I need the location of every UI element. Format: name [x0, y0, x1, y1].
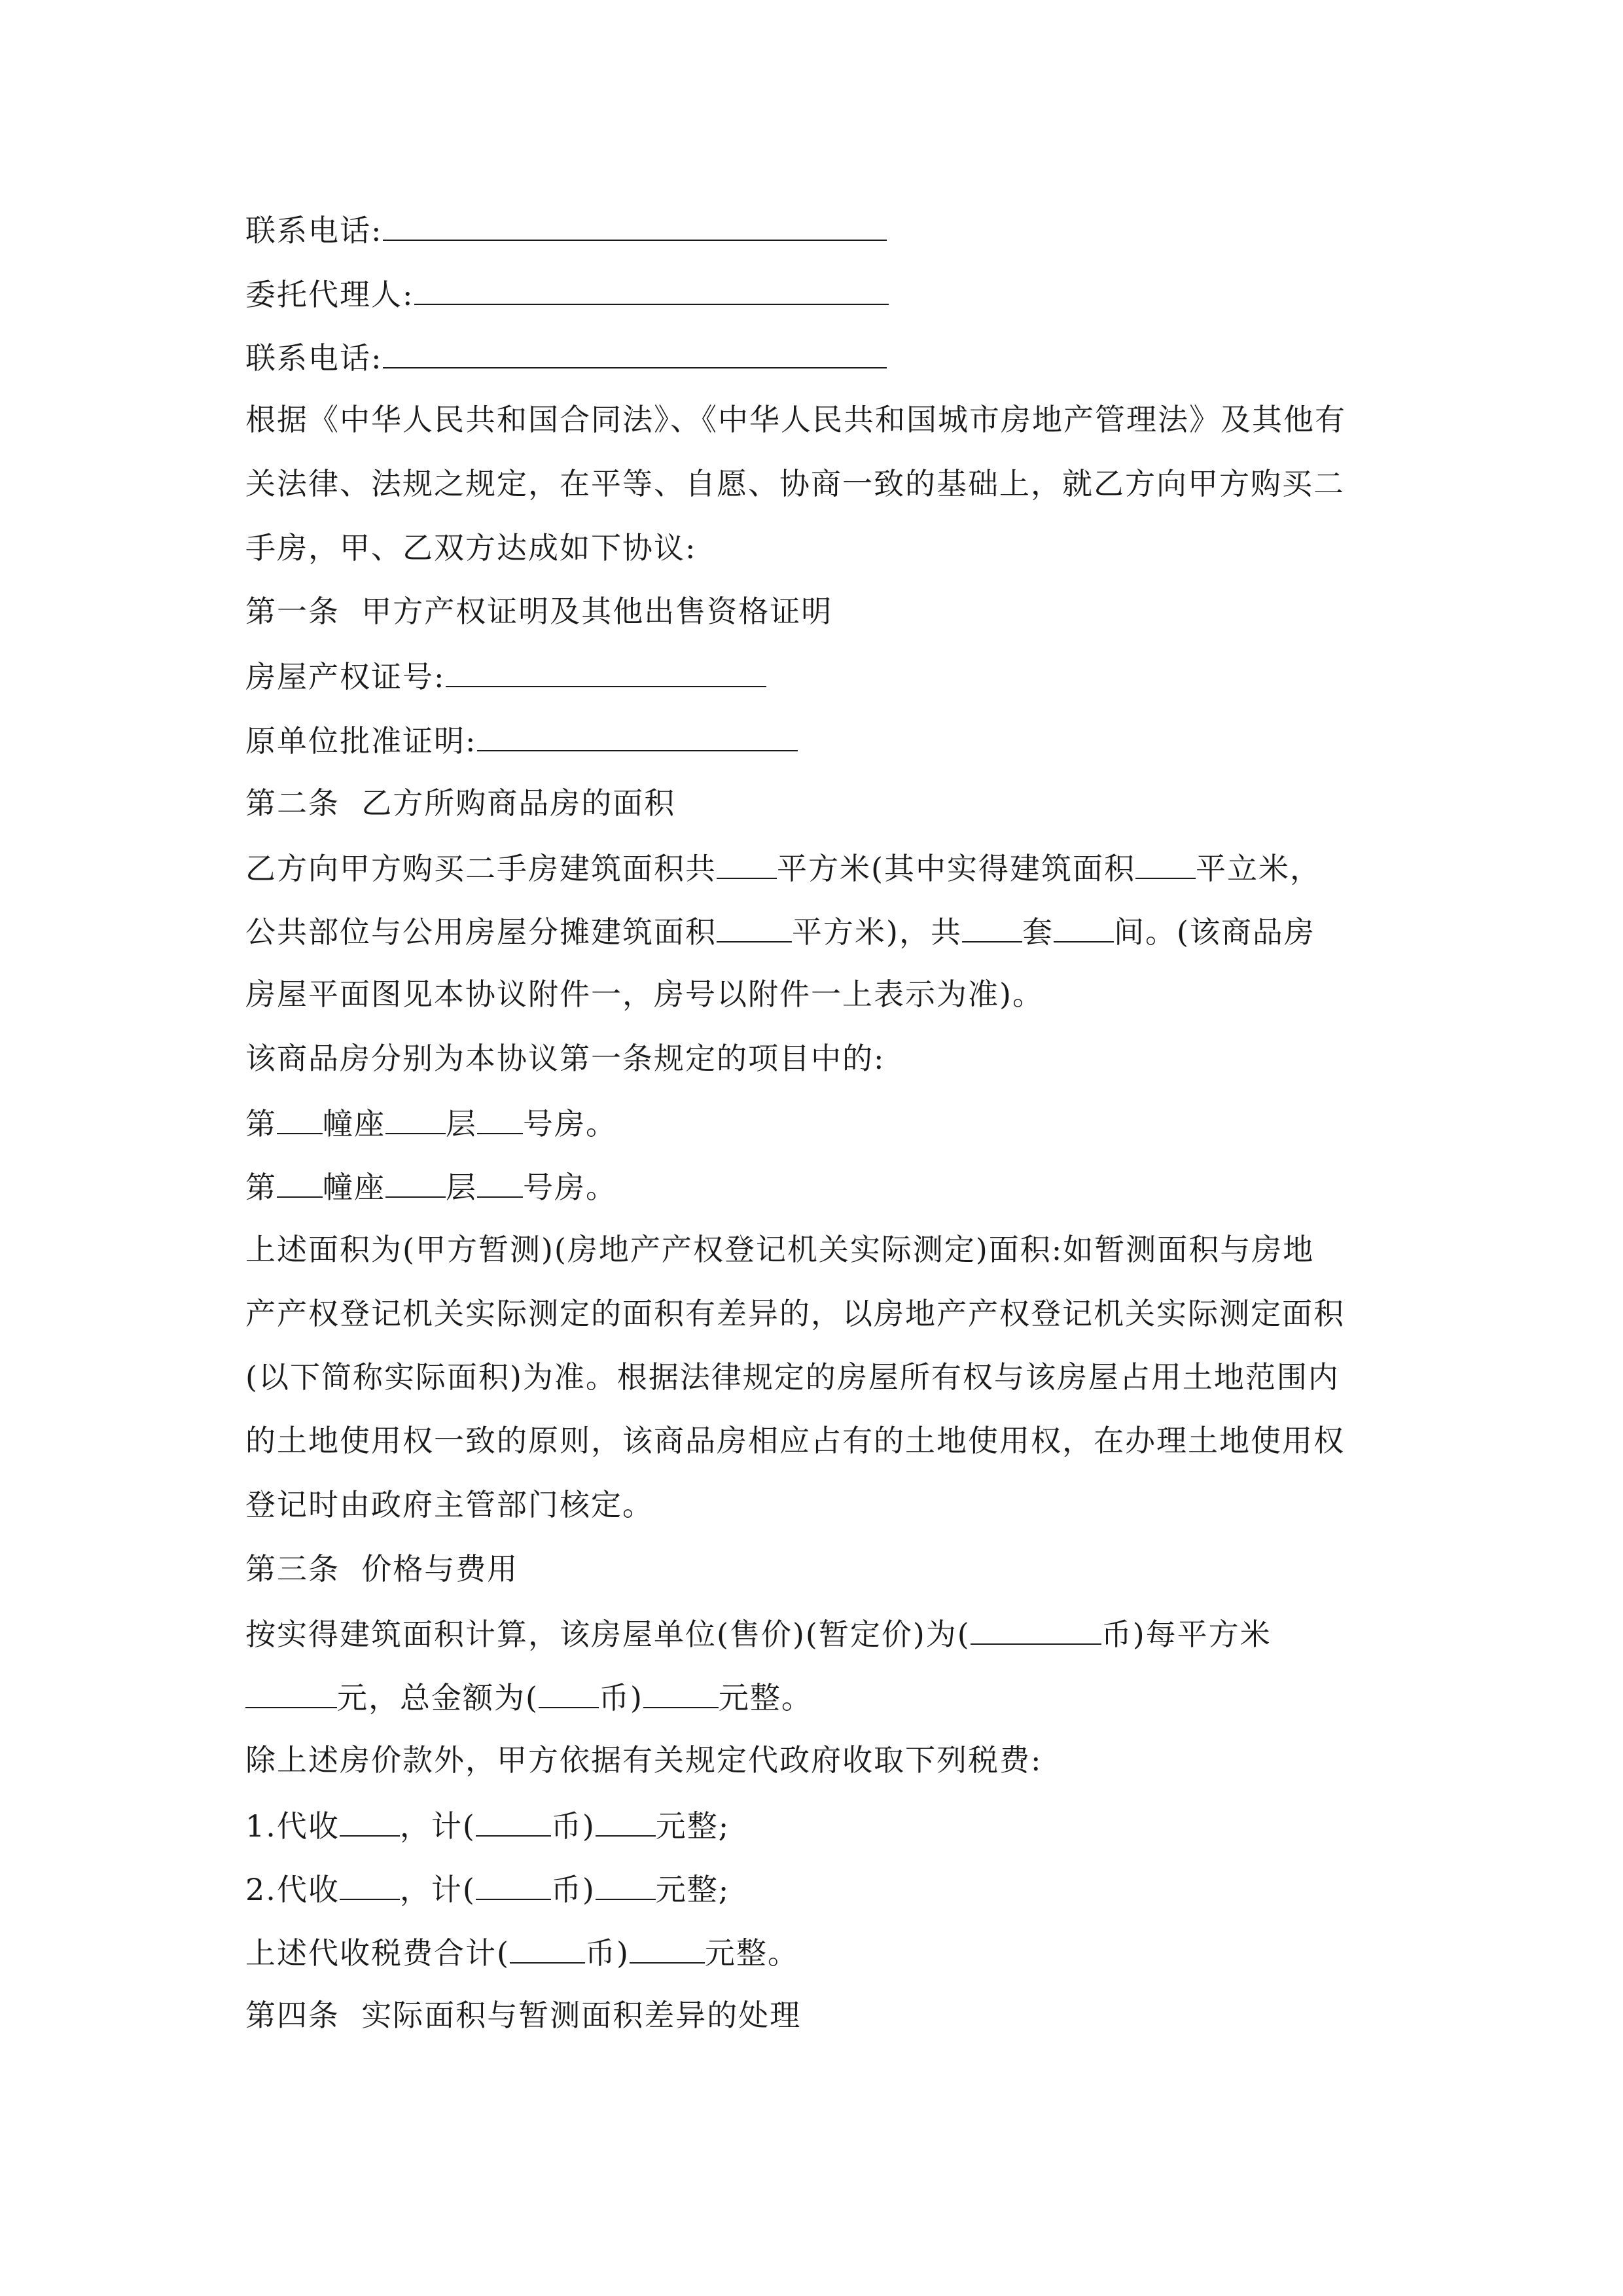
blank: [383, 209, 887, 241]
blank: [385, 1103, 446, 1134]
paragraph-line: 乙方向甲方购买二手房建筑面积共 平方米(其中实得建筑面积 平立米，: [245, 848, 1321, 886]
paragraph-line: 的土地使用权一致的原则，该商品房相应占有的土地使用权，在办理土地使用权: [245, 1423, 1345, 1458]
paragraph-line: 手房，甲、乙双方达成如下协议:: [245, 530, 697, 565]
paragraph-line: 产产权登记机关实际测定的面积有差异的，以房地产产权登记机关实际测定面积: [245, 1296, 1345, 1331]
blank: [596, 1805, 656, 1837]
tax-line: 2.代收 ，计( 币) 元整;: [245, 1869, 730, 1907]
unit-line: 第 幢座 层 号房。: [245, 1103, 617, 1141]
article-heading: 第三条 价格与费用: [245, 1551, 519, 1587]
blank: [971, 1613, 1101, 1645]
blank: [476, 1805, 551, 1837]
unit-line: 第 幢座 层 号房。: [245, 1166, 617, 1204]
paragraph-line: 登记时由政府主管部门核定。: [245, 1487, 654, 1522]
blank: [510, 1932, 585, 1964]
blank: [446, 656, 766, 687]
blank: [476, 1869, 551, 1900]
blank: [385, 1166, 446, 1198]
blank: [277, 1166, 323, 1198]
blank: [340, 1805, 400, 1837]
paragraph-line: 根据《中华人民共和国合同法》、《中华人民共和国城市房地产管理法》及其他有: [245, 402, 1346, 437]
blank: [717, 911, 792, 942]
blank: [1054, 911, 1114, 942]
blank: [717, 848, 777, 879]
blank: [630, 1932, 705, 1964]
paragraph-line: 元，总金额为( 币) 元整。: [245, 1677, 813, 1715]
blank: [340, 1869, 400, 1900]
article-heading: 第二条 乙方所购商品房的面积: [245, 785, 676, 821]
blank: [477, 1166, 523, 1198]
blank: [477, 1103, 523, 1134]
paragraph-line: 该商品房分别为本协议第一条规定的项目中的:: [245, 1041, 885, 1076]
tax-total-line: 上述代收税费合计( 币) 元整。: [245, 1932, 799, 1970]
paragraph-line: 按实得建筑面积计算，该房屋单位(售价)(暂定价)为( 币)每平方米: [245, 1613, 1272, 1651]
contact-phone-line: 联系电话:: [245, 337, 887, 375]
paragraph-line: 关法律、法规之规定，在平等、自愿、协商一致的基础上，就乙方向甲方购买二: [245, 466, 1345, 501]
blank: [245, 1677, 337, 1708]
paragraph-line: 房屋平面图见本协议附件一，房号以附件一上表示为准)。: [245, 977, 1044, 1012]
article-heading: 第一条 甲方产权证明及其他出售资格证明: [245, 594, 833, 629]
blank: [596, 1869, 656, 1900]
paragraph-line: 公共部位与公用房屋分摊建筑面积 平方米)，共 套 间。(该商品房: [245, 911, 1315, 949]
agent-line: 委托代理人:: [245, 274, 889, 312]
blank: [414, 274, 889, 305]
blank: [539, 1677, 599, 1708]
contact-phone-line: 联系电话:: [245, 209, 887, 247]
blank: [643, 1677, 719, 1708]
blank: [1135, 848, 1196, 879]
blank: [383, 337, 887, 368]
article-heading: 第四条 实际面积与暂测面积差异的处理: [245, 1998, 802, 2033]
paragraph-line: (以下简称实际面积)为准。根据法律规定的房屋所有权与该房屋占用土地范围内: [245, 1359, 1340, 1395]
tax-line: 1.代收 ，计( 币) 元整;: [245, 1805, 730, 1843]
blank: [277, 1103, 323, 1134]
approval-line: 原单位批准证明:: [245, 720, 798, 758]
paragraph-line: 上述面积为(甲方暂测)(房地产产权登记机关实际测定)面积:如暂测面积与房地: [245, 1232, 1315, 1267]
property-cert-line: 房屋产权证号:: [245, 656, 766, 694]
blank: [477, 720, 798, 751]
blank: [962, 911, 1022, 942]
paragraph-line: 除上述房价款外，甲方依据有关规定代政府收取下列税费:: [245, 1742, 1043, 1778]
